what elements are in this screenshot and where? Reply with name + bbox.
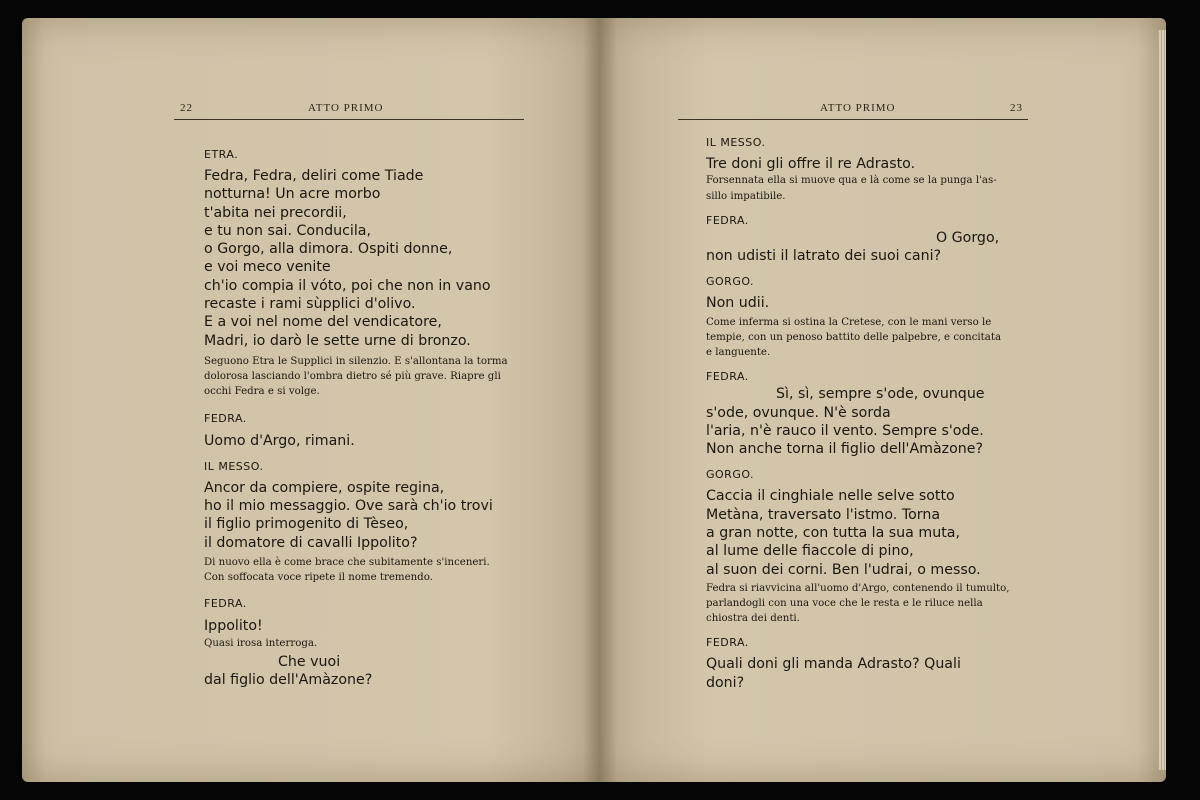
stage-direction	[706, 581, 1106, 627]
verse-line: Non udii.	[706, 295, 770, 312]
verse-line: non udisti il latrato dei suoi cani?	[706, 248, 942, 264]
page-body	[706, 136, 1106, 692]
verse-line: O Gorgo,	[936, 229, 1000, 246]
speaker-label: GORGO.	[706, 468, 755, 482]
verse-line: il domatore di cavalli Ippolito?	[204, 534, 418, 551]
verse-line: doni?	[706, 674, 745, 691]
header-rule	[678, 119, 1028, 120]
direction-line: tempie, con un penoso battito delle palpebre, e concitata	[706, 331, 1002, 343]
verse-line: Quali doni gli manda Adrasto? Quali	[706, 656, 961, 673]
verse-line: al suon dei corni. Ben l'udrai, o messo.	[706, 561, 981, 578]
verse-line: Sì, sì, sempre s'ode, ovunque	[776, 386, 985, 403]
stage-direction	[204, 555, 584, 585]
speaker-label: IL MESSO.	[706, 136, 766, 149]
verse-line: ho il mio messaggio. Ove sarà ch'io trovi	[204, 498, 493, 515]
running-head: ATTO PRIMO	[820, 102, 896, 114]
direction-line: e languente.	[706, 347, 771, 358]
verse-line: Caccia il cinghiale nelle selve sotto	[706, 488, 955, 505]
speaker-label: FEDRA.	[204, 411, 247, 425]
verse-line: Madri, io darò le sette urne di bronzo.	[204, 332, 471, 349]
verse-line: E a voi nel nome del vendicatore,	[204, 314, 442, 331]
direction-line: Forsennata ella si muove qua e là come se la punga l'as-	[706, 175, 997, 187]
verse-line: o Gorgo, alla dimora. Ospiti donne,	[204, 241, 453, 258]
right-page	[600, 18, 1166, 782]
verse-line: Metàna, traversato l'istmo. Torna	[706, 506, 941, 523]
direction-line: Fedra si riavvicina all'uomo d'Argo, contenendo il tumulto,	[706, 582, 1010, 594]
speaker-label: IL MESSO.	[204, 459, 264, 473]
page-number: 23	[1010, 102, 1023, 114]
direction-line: occhi Fedra e si volge.	[204, 386, 320, 398]
direction-line: Con soffocata voce ripete il nome tremendo.	[204, 572, 433, 584]
verse-line: Uomo d'Argo, rimani.	[204, 432, 355, 449]
direction-line: chiostra dei denti.	[706, 613, 800, 625]
stage-direction	[706, 173, 1106, 203]
speaker-label: FEDRA.	[706, 213, 749, 227]
direction-line: Seguono Etra le Supplici in silenzio. E s'allontana la torma	[204, 355, 508, 367]
verse-block	[204, 167, 584, 350]
speaker-label: FEDRA.	[706, 370, 749, 384]
left-page	[22, 18, 600, 782]
stage-direction	[706, 315, 1106, 361]
page-edges	[1158, 30, 1166, 770]
page-body	[204, 148, 584, 690]
open-book	[22, 18, 1172, 782]
verse-line: dal figlio dell'Amàzone?	[204, 672, 373, 689]
verse-line: Tre doni gli offre il re Adrasto.	[706, 156, 916, 172]
verse-line: recaste i rami sùpplici d'olivo.	[204, 296, 416, 313]
direction-line: Quasi irosa interroga.	[204, 637, 318, 649]
verse-line: Che vuoi	[278, 653, 341, 670]
verse-block	[204, 479, 584, 552]
page-number: 22	[180, 102, 193, 114]
verse-line: al lume delle fiaccole di pino,	[706, 543, 914, 560]
verse-line: Non anche torna il figlio dell'Amàzone?	[706, 441, 984, 458]
verse-line: s'ode, ovunque. N'è sorda	[706, 404, 891, 421]
verse-line: t'abita nei precordii,	[204, 204, 347, 221]
speaker-label: ETRA.	[204, 148, 239, 161]
verse-line: Ippolito!	[204, 618, 263, 635]
header-rule	[174, 119, 524, 120]
speaker-label: FEDRA.	[706, 636, 749, 650]
speaker-label: FEDRA.	[204, 597, 247, 611]
verse-line: Ancor da compiere, ospite regina,	[204, 479, 445, 496]
direction-line: Di nuovo ella è come brace che subitamente s'inceneri.	[204, 557, 490, 569]
verse-line: e voi meco venite	[204, 259, 331, 276]
verse-line: Fedra, Fedra, deliri come Tiade	[204, 168, 424, 184]
verse-line: il figlio primogenito di Tèseo,	[204, 516, 409, 533]
verse-line: ch'io compia il vóto, poi che non in vano	[204, 277, 491, 294]
running-head: ATTO PRIMO	[308, 102, 384, 114]
verse-line: notturna! Un acre morbo	[204, 186, 381, 203]
direction-line: dolorosa lasciando l'ombra dietro sé più grave. Riapre gli	[204, 371, 501, 383]
verse-block	[706, 487, 1106, 578]
direction-line: Come inferma si ostina la Cretese, con le mani verso le	[706, 316, 992, 328]
speaker-label: GORGO.	[706, 275, 755, 289]
verse-line: e tu non sai. Conducila,	[204, 222, 371, 239]
stage-direction	[204, 354, 584, 400]
verse-line: l'aria, n'è rauco il vento. Sempre s'ode.	[706, 422, 984, 439]
verse-line: a gran notte, con tutta la sua muta,	[706, 524, 960, 541]
direction-line: parlandogli con una voce che le resta e le riluce nella	[706, 598, 983, 610]
direction-line: sillo impatibile.	[706, 190, 786, 202]
